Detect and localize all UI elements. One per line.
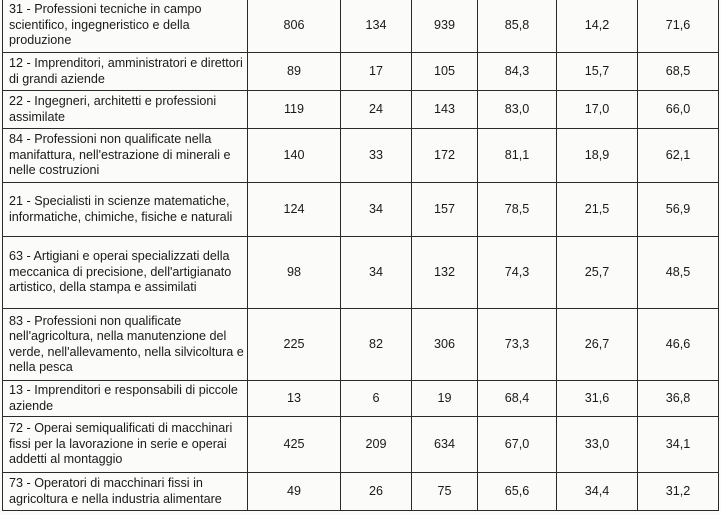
cell-col-1: 225	[248, 309, 341, 381]
cell-col-5: 21,5	[557, 183, 638, 237]
cell-col-2: 209	[341, 417, 412, 473]
cell-col-6: 36,8	[638, 381, 719, 417]
cell-col-3: 306	[412, 309, 478, 381]
table-row	[3, 417, 719, 473]
cell-col-5: 34,4	[557, 473, 638, 511]
table-row	[3, 91, 719, 129]
cell-col-6: 71,6	[638, 0, 719, 53]
cell-col-2: 24	[341, 91, 412, 129]
cell-col-1: 49	[248, 473, 341, 511]
table-row	[3, 53, 719, 91]
table-row	[3, 0, 719, 53]
cell-col-3: 132	[412, 237, 478, 309]
cell-col-2: 34	[341, 237, 412, 309]
cell-col-1: 124	[248, 183, 341, 237]
cell-col-3: 172	[412, 129, 478, 183]
cell-col-2: 17	[341, 53, 412, 91]
cell-col-3: 143	[412, 91, 478, 129]
cell-col-6: 68,5	[638, 53, 719, 91]
cell-col-1: 98	[248, 237, 341, 309]
table-row	[3, 237, 719, 309]
cell-col-4: 73,3	[478, 309, 557, 381]
cell-col-1: 140	[248, 129, 341, 183]
cell-col-2: 34	[341, 183, 412, 237]
cell-col-1: 806	[248, 0, 341, 53]
cell-col-5: 14,2	[557, 0, 638, 53]
row-description: 72 - Operai semiqualificati di macchinari fissi per la lavorazione in serie e operai addetti al montaggio	[3, 417, 248, 473]
cell-col-4: 68,4	[478, 381, 557, 417]
cell-col-5: 17,0	[557, 91, 638, 129]
cell-col-1: 425	[248, 417, 341, 473]
table-row	[3, 129, 719, 183]
cell-col-5: 25,7	[557, 237, 638, 309]
cell-col-5: 33,0	[557, 417, 638, 473]
cell-col-1: 13	[248, 381, 341, 417]
row-description: 73 - Operatori di macchinari fissi in agricoltura e nella industria alimentare	[3, 473, 248, 511]
cell-col-2: 26	[341, 473, 412, 511]
cell-col-3: 157	[412, 183, 478, 237]
cell-col-3: 634	[412, 417, 478, 473]
cell-col-3: 939	[412, 0, 478, 53]
cell-col-4: 74,3	[478, 237, 557, 309]
row-description: 21 - Specialisti in scienze matematiche, informatiche, chimiche, fisiche e naturali	[3, 183, 248, 237]
cell-col-3: 19	[412, 381, 478, 417]
cell-col-2: 6	[341, 381, 412, 417]
table-row	[3, 183, 719, 237]
cell-col-2: 33	[341, 129, 412, 183]
data-table	[2, 0, 719, 511]
cell-col-6: 48,5	[638, 237, 719, 309]
cell-col-4: 67,0	[478, 417, 557, 473]
row-description: 31 - Professioni tecniche in campo scientifico, ingegneristico e della produzione	[3, 0, 248, 53]
cell-col-6: 62,1	[638, 129, 719, 183]
cell-col-6: 46,6	[638, 309, 719, 381]
cell-col-2: 82	[341, 309, 412, 381]
cell-col-1: 119	[248, 91, 341, 129]
cell-col-6: 31,2	[638, 473, 719, 511]
row-description: 13 - Imprenditori e responsabili di piccole aziende	[3, 381, 248, 417]
table-row	[3, 381, 719, 417]
cell-col-5: 15,7	[557, 53, 638, 91]
cell-col-4: 85,8	[478, 0, 557, 53]
cell-col-4: 65,6	[478, 473, 557, 511]
cell-col-6: 66,0	[638, 91, 719, 129]
row-description: 63 - Artigiani e operai specializzati della meccanica di precisione, dell'artigianato artistico, della stampa e assimilati	[3, 237, 248, 309]
cell-col-4: 84,3	[478, 53, 557, 91]
table-row	[3, 473, 719, 511]
row-description: 22 - Ingegneri, architetti e professioni assimilate	[3, 91, 248, 129]
cell-col-5: 26,7	[557, 309, 638, 381]
row-description: 84 - Professioni non qualificate nella manifattura, nell'estrazione di minerali e nelle costruzioni	[3, 129, 248, 183]
table-row	[3, 309, 719, 381]
cell-col-2: 134	[341, 0, 412, 53]
cell-col-1: 89	[248, 53, 341, 91]
cell-col-3: 105	[412, 53, 478, 91]
cell-col-6: 34,1	[638, 417, 719, 473]
cell-col-4: 78,5	[478, 183, 557, 237]
row-description: 12 - Imprenditori, amministratori e direttori di grandi aziende	[3, 53, 248, 91]
cell-col-4: 81,1	[478, 129, 557, 183]
cell-col-3: 75	[412, 473, 478, 511]
cell-col-4: 83,0	[478, 91, 557, 129]
cell-col-5: 18,9	[557, 129, 638, 183]
row-description: 83 - Professioni non qualificate nell'agricoltura, nella manutenzione del verde, nell'allevamento, nella silvicoltura e nella pesca	[3, 309, 248, 381]
cell-col-5: 31,6	[557, 381, 638, 417]
cell-col-6: 56,9	[638, 183, 719, 237]
